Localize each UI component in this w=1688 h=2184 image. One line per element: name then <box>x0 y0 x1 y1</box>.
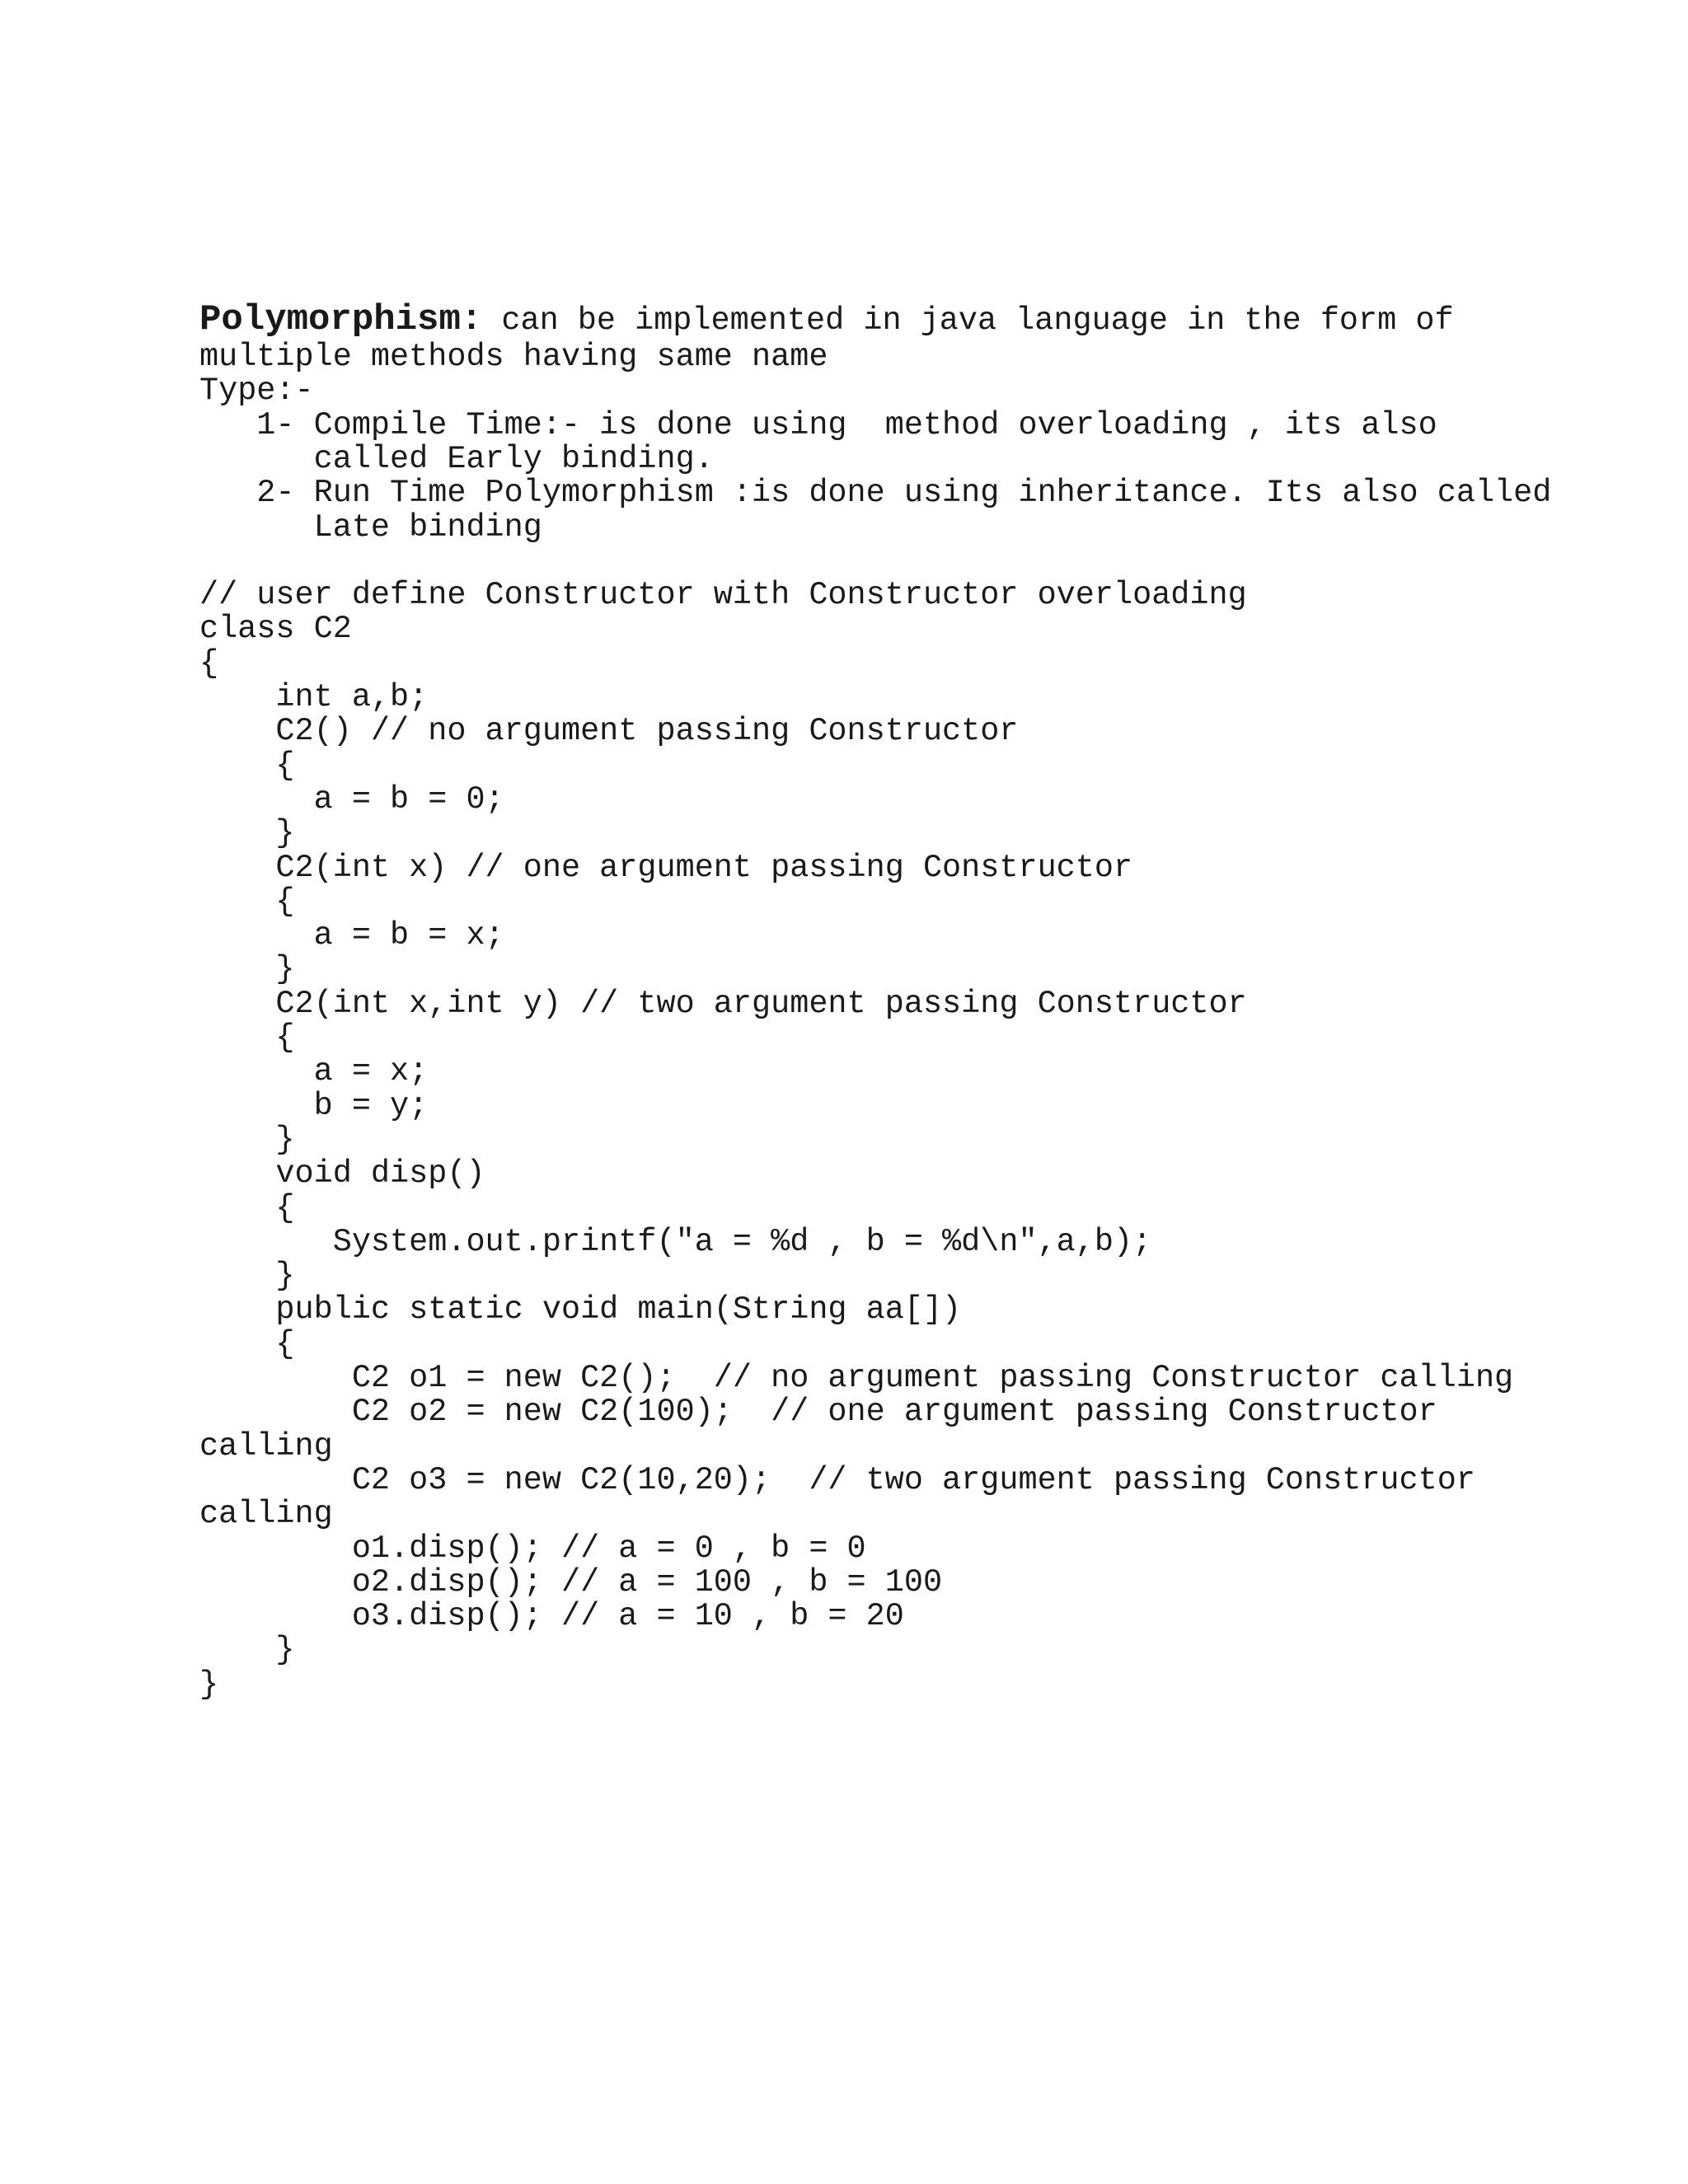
text-line: System.out.printf("a = %d , b = %d\n",a,b); <box>199 1223 1152 1260</box>
text-line: } <box>199 1258 295 1295</box>
text-line: C2() // no argument passing Constructor <box>199 713 1019 750</box>
text-line: o1.disp(); // a = 0 , b = 0 <box>199 1530 866 1567</box>
text-line: } <box>199 1632 295 1669</box>
text-line: C2 o2 = new C2(100); // one argument passing Constructor <box>199 1394 1437 1431</box>
text-line: class C2 <box>199 611 352 648</box>
text-line: { <box>199 1325 295 1362</box>
text-line: { <box>199 747 295 784</box>
text-line: o2.disp(); // a = 100 , b = 100 <box>199 1563 943 1601</box>
text-line: a = b = x; <box>199 917 504 954</box>
text-line: 1- Compile Time:- is done using method overloading , its also <box>199 406 1437 443</box>
text-line: Late binding <box>199 509 542 546</box>
text-line: } <box>199 815 295 852</box>
text-line: } <box>199 1121 295 1158</box>
text-line: called Early binding. <box>199 440 714 477</box>
text-line: a = b = 0; <box>199 780 504 818</box>
text-line: { <box>199 644 219 682</box>
text-line: Type:- <box>199 373 314 410</box>
text-line: { <box>199 1189 295 1226</box>
text-line: } <box>199 951 295 988</box>
text-line: C2(int x,int y) // two argument passing Constructor <box>199 985 1247 1022</box>
text-line: void disp() <box>199 1155 485 1193</box>
text-line: multiple methods having same name <box>199 339 828 375</box>
heading-text: can be implemented in java language in the form of <box>482 302 1454 339</box>
text-line: // user define Constructor with Constructor overloading <box>199 577 1247 614</box>
text-line: o3.disp(); // a = 10 , b = 20 <box>199 1598 904 1635</box>
text-line: 2- Run Time Polymorphism :is done using inheritance. Its also called <box>199 475 1552 512</box>
text-line: { <box>199 1019 295 1056</box>
text-line: { <box>199 883 295 920</box>
text-line: } <box>199 1666 219 1703</box>
text-line: a = x; <box>199 1053 429 1090</box>
text-line: C2 o1 = new C2(); // no argument passing Constructor calling <box>199 1360 1514 1396</box>
text-line: public static void main(String aa[]) <box>199 1291 962 1329</box>
text-line: calling <box>199 1496 333 1533</box>
heading-line <box>199 299 1454 340</box>
text-line: C2(int x) // one argument passing Constructor <box>199 849 1133 886</box>
text-line: calling <box>199 1427 333 1465</box>
text-line: C2 o3 = new C2(10,20); // two argument passing Constructor <box>199 1461 1475 1498</box>
text-line: int a,b; <box>199 679 429 715</box>
text-line: b = y; <box>199 1087 429 1124</box>
heading-term: Polymorphism: <box>199 299 483 340</box>
